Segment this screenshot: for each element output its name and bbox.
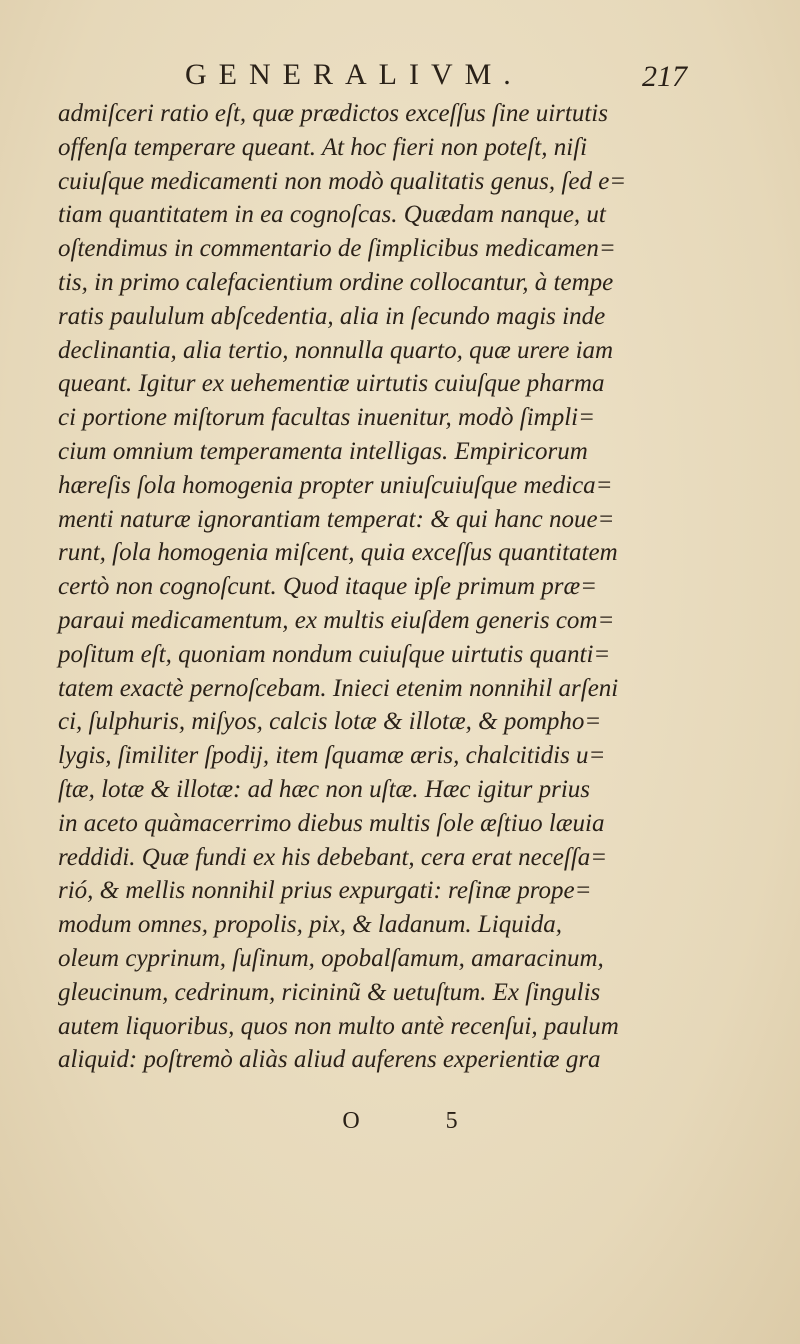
text-line: ſtæ, lotæ & illotæ: ad hæc non uſtæ. Hæc igitur prius — [58, 775, 590, 803]
text-line: cuiuſque medicamenti non modò qualitatis genus, ſed e= — [58, 167, 627, 195]
text-line: oſtendimus in commentario de ſimplicibus medicamen= — [58, 235, 616, 263]
text-line: ci, ſulphuris, miſyos, calcis lotæ & illotæ, & pompho= — [58, 708, 602, 736]
text-line: aliquid: poſtremò aliàs aliud auferens experientiæ gra — [58, 1046, 601, 1074]
text-line: hæreſis ſola homogenia propter uniuſcuiuſque medica= — [58, 471, 613, 499]
text-line: admiſceri ratio eſt, quæ prædictos exceſſus ſine uirtutis — [58, 100, 608, 127]
text-line: modum omnes, propolis, pix, & ladanum. Liquida, — [58, 911, 562, 939]
text-line: runt, ſola homogenia miſcent, quia exceſſus quantitatem — [58, 539, 618, 567]
text-line: poſitum eſt, quoniam nondum cuiuſque uirtutis quanti= — [58, 640, 611, 668]
text-line: lygis, ſimiliter ſpodij, item ſquamæ æris, chalcitidis u= — [58, 742, 606, 770]
text-line: paraui medicamentum, ex multis eiuſdem generis com= — [58, 606, 615, 634]
text-line: gleucinum, cedrinum, ricininũ & uetuſtum. Ex ſingulis — [58, 978, 601, 1006]
text-line: queant. Igitur ex uehementiæ uirtutis cuiuſque pharma — [58, 370, 605, 398]
text-line: offenſa temperare queant. At hoc fieri non poteſt, niſi — [58, 133, 588, 161]
text-line: autem liquoribus, quos non multo antè recenſui, paulum — [58, 1012, 619, 1040]
page-number: 217 — [642, 60, 687, 93]
text-line: ratis paululum abſcedentia, alia in ſecundo magis inde — [58, 302, 606, 330]
text-line: cium omnium temperamenta intelligas. Empiricorum — [58, 437, 588, 465]
text-line: tatem exactè pernoſcebam. Inieci etenim nonnihil arſeni — [58, 674, 619, 702]
text-line: oleum cyprinum, ſuſinum, opobalſamum, amaracinum, — [58, 944, 604, 972]
text-line: rió, & mellis nonnihil prius expurgati: reſinæ prope= — [58, 877, 592, 905]
text-line: certò non cognoſcunt. Quod itaque ipſe primum præ= — [58, 573, 598, 601]
signature-mark: O 5 — [342, 1108, 498, 1134]
text-line: in aceto quàmacerrimo diebus multis ſole æſtiuo læuia — [58, 809, 605, 837]
text-line: ci portione miſtorum facultas inuenitur, modò ſimpli= — [58, 404, 595, 432]
running-title: GENERALIVM. — [185, 58, 523, 91]
text-line: tis, in primo calefacientium ordine collocantur, à tempe — [58, 268, 614, 296]
text-line: menti naturæ ignorantiam temperat: & qui hanc noue= — [58, 505, 615, 533]
text-line: tiam quantitatem in ea cognoſcas. Quædam nanque, ut — [58, 201, 606, 229]
body-text — [58, 97, 698, 1077]
text-line: declinantia, alia tertio, nonnulla quarto, quæ urere iam — [58, 336, 614, 364]
running-head — [0, 58, 800, 98]
text-line: reddidi. Quæ fundi ex his debebant, cera erat neceſſa= — [58, 843, 608, 871]
